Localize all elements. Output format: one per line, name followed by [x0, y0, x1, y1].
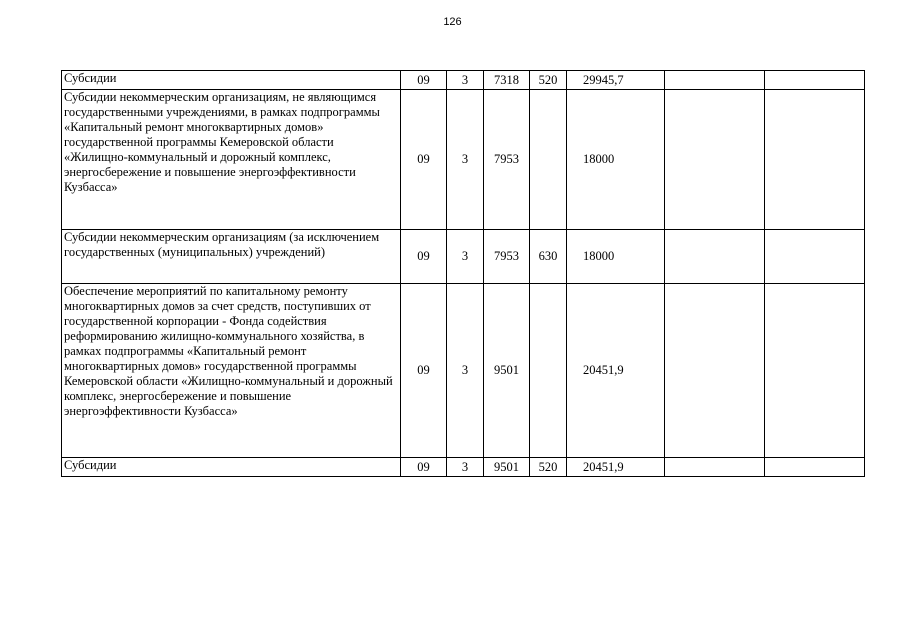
cell-empty [665, 90, 765, 230]
cell-empty [765, 230, 865, 284]
table-row [62, 230, 865, 284]
cell-subsection: 3 [447, 458, 484, 477]
cell-amount: 20451,9 [567, 458, 665, 477]
cell-subsection: 3 [447, 71, 484, 90]
cell-expense-type [530, 90, 567, 230]
cell-amount: 20451,9 [567, 284, 665, 458]
cell-section: 09 [401, 71, 447, 90]
cell-name: Субсидии [62, 458, 401, 477]
cell-name: Обеспечение мероприятий по капитальному ремонту многоквартирных домов за счет средств, поступивших от государственной корпорации - Фонда содействия реформированию жилищно-коммунального хозяйства, в рамках подпрограммы «Капитальный ремонт многоквартирных домов» государственной программы Кемеровской области «Жилищно-коммунальный и дорожный комплекс, энергосбережение и повышение энергоэффективности Кузбасса» [62, 284, 401, 458]
cell-empty [765, 90, 865, 230]
cell-empty [765, 71, 865, 90]
cell-subsection: 3 [447, 90, 484, 230]
cell-target: 7318 [484, 71, 530, 90]
cell-empty [665, 458, 765, 477]
cell-expense-type: 520 [530, 71, 567, 90]
cell-name: Субсидии некоммерческим организациям (за исключением государственных (муниципальных) учреждений) [62, 230, 401, 284]
cell-subsection: 3 [447, 230, 484, 284]
cell-empty [665, 230, 765, 284]
cell-section: 09 [401, 90, 447, 230]
cell-amount: 18000 [567, 230, 665, 284]
cell-section: 09 [401, 284, 447, 458]
cell-name: Субсидии [62, 71, 401, 90]
cell-expense-type: 630 [530, 230, 567, 284]
table-row [62, 458, 865, 477]
cell-empty [665, 71, 765, 90]
cell-amount: 29945,7 [567, 71, 665, 90]
cell-target: 7953 [484, 90, 530, 230]
table-row [62, 71, 865, 90]
cell-section: 09 [401, 230, 447, 284]
budget-table [61, 70, 865, 477]
page-number: 126 [443, 16, 462, 28]
cell-subsection: 3 [447, 284, 484, 458]
cell-target: 9501 [484, 284, 530, 458]
cell-section: 09 [401, 458, 447, 477]
cell-amount: 18000 [567, 90, 665, 230]
table-row [62, 90, 865, 230]
cell-expense-type [530, 284, 567, 458]
cell-target: 7953 [484, 230, 530, 284]
cell-empty [765, 458, 865, 477]
cell-empty [665, 284, 765, 458]
cell-empty [765, 284, 865, 458]
cell-target: 9501 [484, 458, 530, 477]
cell-name: Субсидии некоммерческим организациям, не являющимся государственными учреждениями, в рамках подпрограммы «Капитальный ремонт многоквартирных домов» государственной программы Кемеровской области «Жилищно-коммунальный и дорожный комплекс, энергосбережение и повышение энергоэффективности Кузбасса» [62, 90, 401, 230]
table-row [62, 284, 865, 458]
cell-expense-type: 520 [530, 458, 567, 477]
